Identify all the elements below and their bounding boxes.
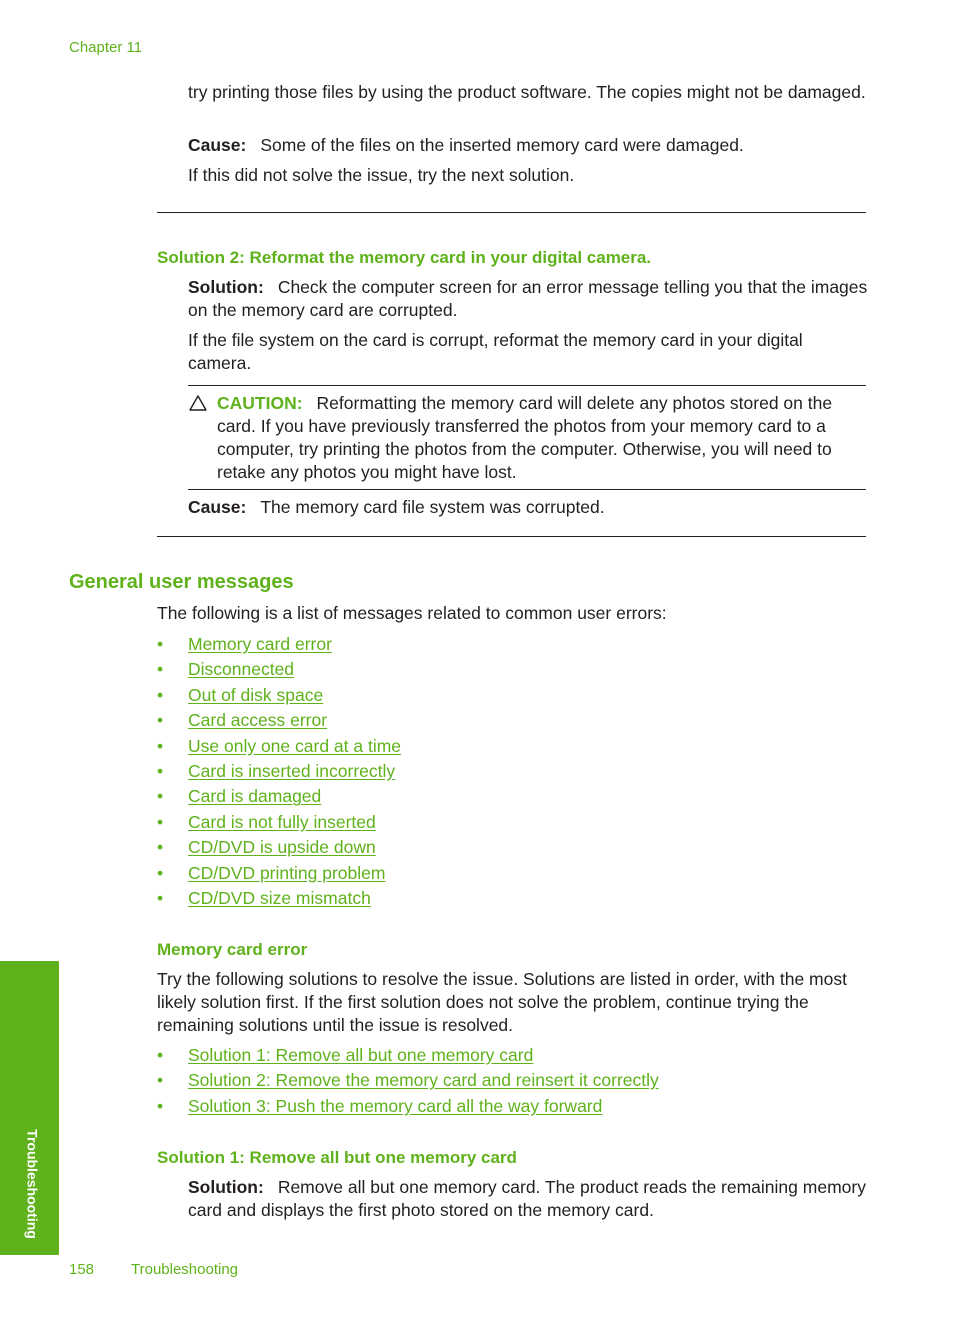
caution-label: CAUTION: bbox=[217, 393, 303, 413]
footer-section-title: Troubleshooting bbox=[131, 1261, 239, 1278]
bullet: • bbox=[157, 684, 164, 705]
cause-label: Cause: bbox=[188, 497, 247, 517]
link-cddvd-upside-down[interactable]: CD/DVD is upside down bbox=[188, 837, 376, 858]
next-solution-note: If this did not solve the issue, try the next solution. bbox=[188, 165, 575, 185]
divider bbox=[157, 212, 866, 213]
bullet: • bbox=[157, 1045, 164, 1065]
bullet: • bbox=[157, 760, 164, 781]
bullet: • bbox=[157, 837, 164, 858]
cause-label: Cause: bbox=[188, 135, 247, 155]
link-card-access-error[interactable]: Card access error bbox=[188, 710, 328, 731]
link-cddvd-size-mismatch[interactable]: CD/DVD size mismatch bbox=[188, 887, 371, 908]
bullet: • bbox=[157, 1095, 164, 1116]
bullet: • bbox=[157, 710, 164, 731]
link-solution-1[interactable]: Solution 1: Remove all but one memory card bbox=[188, 1045, 534, 1065]
chapter-header: Chapter 11 bbox=[69, 39, 143, 56]
list-item bbox=[157, 861, 401, 886]
page-number: 158 bbox=[69, 1261, 95, 1278]
general-messages-list bbox=[157, 632, 401, 911]
list-item bbox=[157, 784, 401, 809]
list-item bbox=[157, 759, 401, 784]
list-item bbox=[157, 1043, 659, 1068]
solution-label: Solution: bbox=[188, 277, 264, 297]
link-solution-3[interactable]: Solution 3: Push the memory card all the way forward bbox=[188, 1095, 603, 1116]
list-item bbox=[157, 632, 401, 657]
list-item bbox=[157, 657, 401, 682]
solution-label: Solution: bbox=[188, 1177, 264, 1197]
caution-text-block bbox=[217, 392, 867, 484]
list-item bbox=[157, 734, 401, 759]
link-cddvd-printing-problem[interactable]: CD/DVD printing problem bbox=[188, 862, 386, 883]
side-tab-label: Troubleshooting bbox=[24, 1129, 41, 1239]
cause-text: The memory card file system was corrupted. bbox=[260, 497, 605, 517]
link-disconnected[interactable]: Disconnected bbox=[188, 659, 295, 680]
caution-box bbox=[188, 385, 866, 490]
solution2-heading: Solution 2: Reformat the memory card in your digital camera. bbox=[157, 248, 652, 267]
bullet: • bbox=[157, 887, 164, 908]
general-messages-heading: General user messages bbox=[69, 571, 294, 593]
list-item bbox=[157, 1094, 659, 1119]
cause-text: Some of the files on the inserted memory card were damaged. bbox=[260, 135, 744, 155]
link-card-inserted-incorrectly[interactable]: Card is inserted incorrectly bbox=[188, 760, 396, 781]
bullet: • bbox=[157, 735, 164, 756]
bullet: • bbox=[157, 811, 164, 832]
general-intro: The following is a list of messages related to common user errors: bbox=[157, 603, 667, 623]
memory-card-solutions-list bbox=[157, 1043, 659, 1119]
list-item bbox=[157, 835, 401, 860]
solution1-heading: Solution 1: Remove all but one memory card bbox=[157, 1148, 517, 1167]
paragraph-damaged-files: try printing those files by using the product software. The copies might not be damaged. bbox=[188, 82, 866, 102]
bullet: • bbox=[157, 786, 164, 807]
list-item bbox=[157, 708, 401, 733]
solution2-paragraph: If the file system on the card is corrupt, reformat the memory card in your digital camera. bbox=[188, 330, 803, 373]
link-card-not-fully-inserted[interactable]: Card is not fully inserted bbox=[188, 811, 376, 832]
solution-text: Remove all but one memory card. The product reads the remaining memory card and displays the first photo stored on the memory card. bbox=[188, 1177, 866, 1220]
bullet: • bbox=[157, 1070, 164, 1091]
bullet: • bbox=[157, 862, 164, 883]
solution-text: Check the computer screen for an error message telling you that the images on the memory card are corrupted. bbox=[188, 277, 868, 320]
link-solution-2[interactable]: Solution 2: Remove the memory card and reinsert it correctly bbox=[188, 1070, 659, 1091]
memory-card-error-intro: Try the following solutions to resolve the issue. Solutions are listed in order, with the most likely solution first. If the first solution does not solve the problem, continue trying the remaining solutions until the issue is resolved. bbox=[157, 969, 847, 1035]
list-item bbox=[157, 810, 401, 835]
memory-card-error-heading: Memory card error bbox=[157, 940, 308, 959]
cause-line bbox=[188, 134, 868, 157]
list-item bbox=[157, 683, 401, 708]
link-one-card-at-a-time[interactable]: Use only one card at a time bbox=[188, 735, 402, 756]
warning-triangle-icon bbox=[189, 395, 207, 411]
caution-text: Reformatting the memory card will delete any photos stored on the card. If you have previously transferred the photos from your memory card to a computer, try printing the photos from the computer. Otherwise, you will need to retake any photos you might have lost. bbox=[217, 393, 833, 482]
solution1-solution bbox=[188, 1176, 868, 1222]
divider bbox=[157, 536, 866, 537]
link-memory-card-error[interactable]: Memory card error bbox=[188, 634, 332, 654]
list-item bbox=[157, 886, 401, 911]
solution2-solution bbox=[188, 276, 868, 322]
list-item bbox=[157, 1068, 659, 1093]
link-card-is-damaged[interactable]: Card is damaged bbox=[188, 786, 322, 807]
link-out-of-disk-space[interactable]: Out of disk space bbox=[188, 684, 324, 705]
bullet: • bbox=[157, 659, 164, 680]
solution2-cause bbox=[188, 496, 868, 519]
bullet: • bbox=[157, 634, 164, 654]
